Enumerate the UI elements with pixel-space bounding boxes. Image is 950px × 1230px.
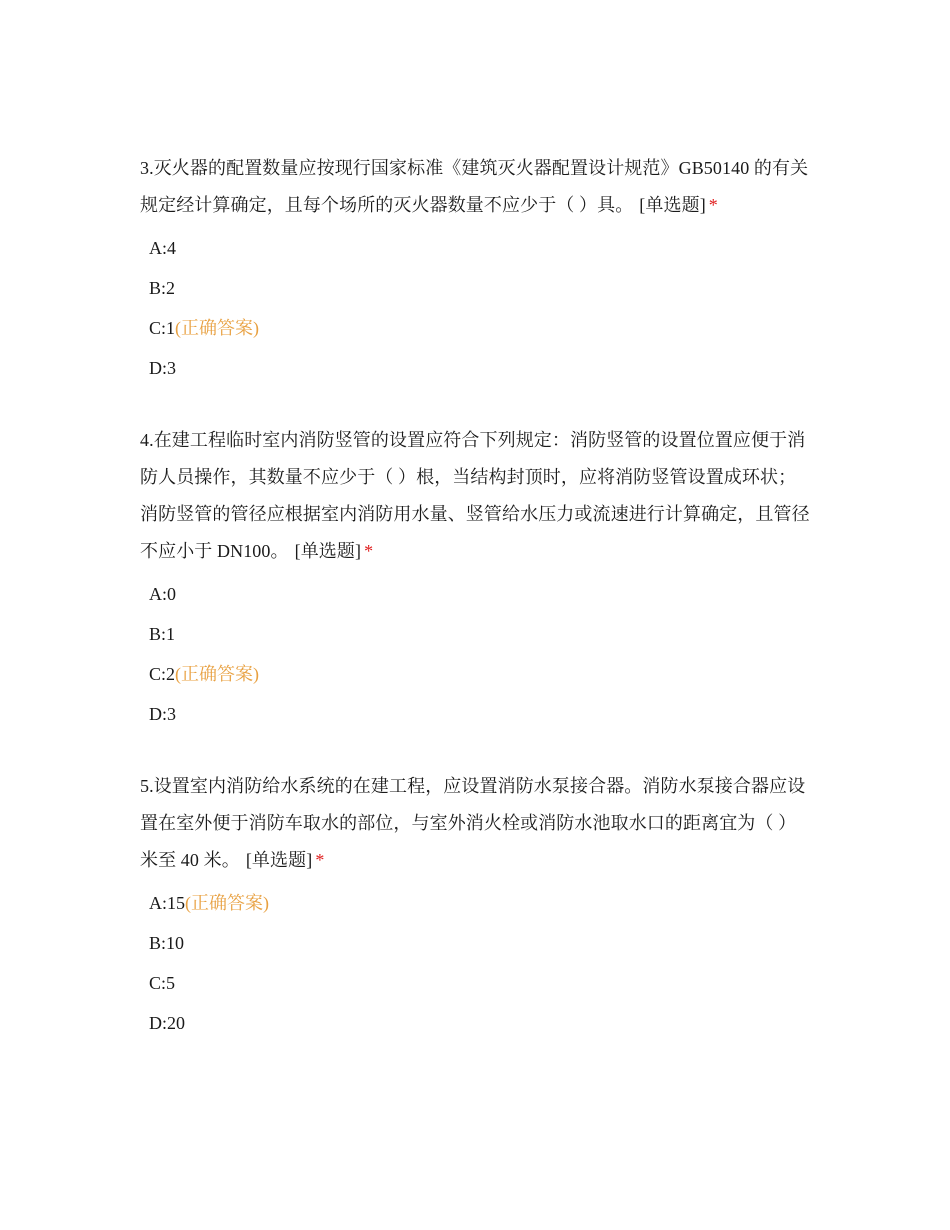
required-mark: * — [315, 850, 325, 870]
option-label: D:3 — [149, 704, 176, 724]
option-label: D:20 — [149, 1013, 185, 1033]
correct-answer-tag: (正确答案) — [175, 664, 260, 684]
option-b[interactable] — [149, 268, 810, 308]
option-list — [140, 574, 810, 734]
question-text — [140, 150, 810, 224]
question-stem: 3.灭火器的配置数量应按现行国家标准《建筑灭火器配置设计规范》GB50140 的有关规定经计算确定，且每个场所的灭火器数量不应少于（ ）具。 — [140, 158, 809, 215]
option-a[interactable] — [149, 574, 810, 614]
option-b[interactable] — [149, 614, 810, 654]
option-label: C:5 — [149, 973, 176, 993]
question-stem: 4.在建工程临时室内消防竖管的设置应符合下列规定：消防竖管的设置位置应便于消防人员操作，其数量不应少于（ ）根，当结构封顶时，应将消防竖管设置成环状；消防竖管的管径应根据室内消防用水量、竖管给水压力或流速进行计算确定，且管径不应小于 DN100。 — [140, 430, 810, 561]
option-c[interactable] — [149, 963, 810, 1003]
option-list — [140, 883, 810, 1043]
option-label: B:10 — [149, 933, 185, 953]
option-label: A:0 — [149, 584, 176, 604]
option-label: D:3 — [149, 358, 176, 378]
option-b[interactable] — [149, 923, 810, 963]
option-label: B:1 — [149, 624, 176, 644]
option-label: B:2 — [149, 278, 176, 298]
question-text — [140, 768, 810, 879]
correct-answer-tag: (正确答案) — [175, 318, 260, 338]
quiz-page — [140, 150, 810, 1077]
option-c[interactable] — [149, 308, 810, 348]
question-stem: 5.设置室内消防给水系统的在建工程，应设置消防水泵接合器。消防水泵接合器应设置在室外便于消防车取水的部位，与室外消火栓或消防水池取水口的距离宜为（ ）米至 40 米。 — [140, 776, 806, 870]
question-type-label: [单选题] — [245, 850, 313, 870]
required-mark: * — [708, 195, 718, 215]
option-label: C:2 — [149, 664, 176, 684]
option-a[interactable] — [149, 883, 810, 923]
option-c[interactable] — [149, 654, 810, 694]
option-a[interactable] — [149, 228, 810, 268]
question-3 — [140, 150, 810, 388]
option-label: A:15 — [149, 893, 185, 913]
question-type-label: [单选题] — [294, 541, 362, 561]
option-list — [140, 228, 810, 388]
option-d[interactable] — [149, 1003, 810, 1043]
question-type-label: [单选题] — [639, 195, 706, 215]
question-5 — [140, 768, 810, 1043]
question-4 — [140, 422, 810, 734]
option-d[interactable] — [149, 348, 810, 388]
correct-answer-tag: (正确答案) — [185, 893, 269, 913]
question-text — [140, 422, 810, 570]
required-mark: * — [364, 541, 374, 561]
option-label: A:4 — [149, 238, 176, 258]
option-label: C:1 — [149, 318, 176, 338]
option-d[interactable] — [149, 694, 810, 734]
